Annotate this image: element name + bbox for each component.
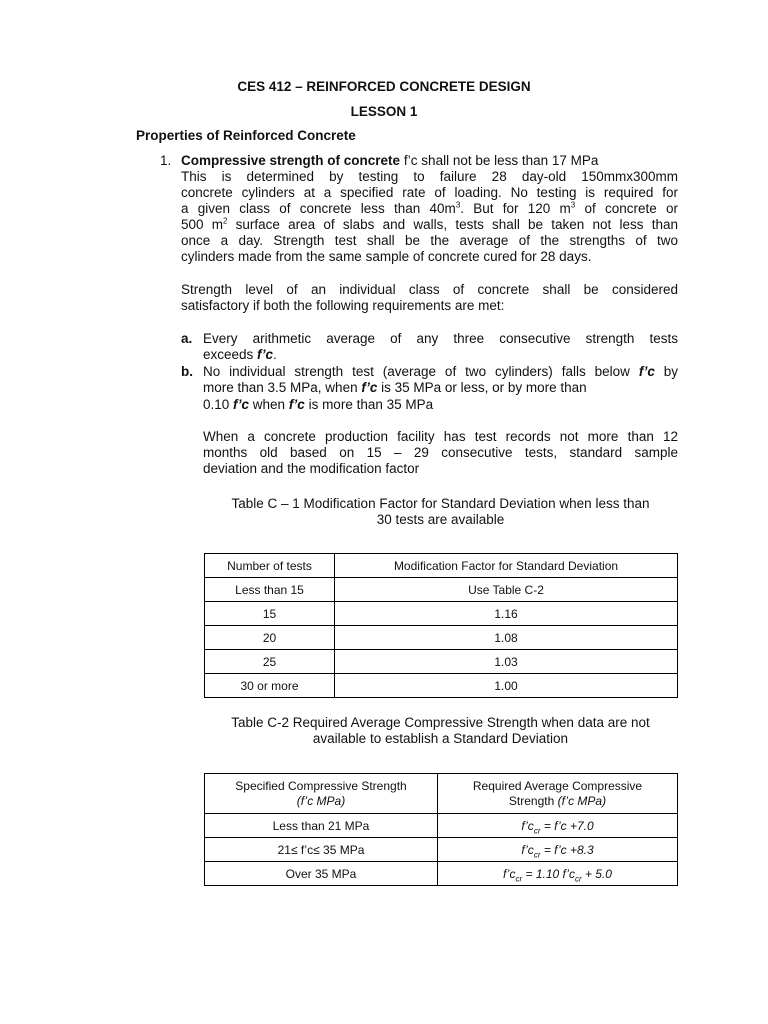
item1-line3-c: of concrete or: [575, 201, 678, 216]
req-b-label: b.: [181, 364, 193, 379]
table-cell: 21≤ f’c≤ 35 MPa: [205, 838, 438, 862]
req-b-text-end: by: [654, 364, 679, 379]
table-cell: 15: [205, 602, 335, 626]
formula-part: + 5.0: [581, 866, 612, 881]
formula-part: f’c: [521, 842, 534, 857]
fc-symbol: f’c: [288, 397, 305, 412]
fc-symbol: f’c: [638, 364, 655, 379]
item1-bold-lead: Compressive strength of concrete: [181, 153, 401, 168]
table-cell: 25: [205, 650, 335, 674]
table1-caption: [203, 496, 678, 528]
table-header-row: [205, 554, 678, 578]
facility-line-1: When a concrete production facility has test records not more than 12: [203, 429, 678, 444]
table1: [204, 553, 678, 698]
req-a-line-2: [203, 347, 678, 363]
table-header-cell: Number of tests: [205, 554, 335, 578]
fc-symbol: f’c: [361, 380, 378, 395]
superscript: 3: [455, 200, 461, 210]
item1-line4-prefix: 500 m: [181, 217, 223, 232]
table-row: [205, 674, 678, 698]
table2-caption: [203, 715, 678, 747]
item1-line-6: cylinders made from the same sample of concrete cured for 28 days.: [181, 249, 592, 264]
subscript: cr: [515, 873, 523, 883]
table-row: [205, 626, 678, 650]
lesson-title: LESSON 1: [350, 104, 418, 119]
superscript: 3: [570, 200, 576, 210]
table-header-row: [205, 774, 678, 814]
fc-symbol: f’c: [257, 347, 274, 362]
table-row: [205, 578, 678, 602]
formula-part: = f’c +8.3: [540, 842, 594, 857]
item1-lead-rest: f’c shall not be less than 17 MPa: [400, 153, 599, 168]
table-cell: [438, 838, 678, 862]
table-cell: Use Table C-2: [335, 578, 678, 602]
table1-caption-line-2: 30 tests are available: [376, 512, 505, 527]
subscript: cr: [533, 849, 541, 859]
table1-caption-line-1: Table C – 1 Modification Factor for Standard Deviation when less than: [231, 496, 650, 511]
table-cell: [438, 862, 678, 886]
table-row: [205, 838, 678, 862]
facility-line-3: deviation and the modification factor: [203, 461, 420, 476]
table-cell: 20: [205, 626, 335, 650]
table-header-cell: [205, 774, 438, 814]
facility-line-2: months old based on 15 – 29 consecutive tests, standard sample: [203, 445, 678, 460]
table-row: [205, 862, 678, 886]
header-line: Specified Compressive Strength: [235, 778, 407, 793]
header-text-italic: (f’c MPa): [557, 793, 607, 808]
header-text: Strength: [508, 793, 558, 808]
subscript: cr: [574, 873, 582, 883]
item-number: 1.: [160, 153, 172, 168]
header-line: (f’c MPa): [296, 793, 346, 808]
table-header-cell: Modification Factor for Standard Deviation: [335, 554, 678, 578]
table-cell: 30 or more: [205, 674, 335, 698]
strength-level-line-2: satisfactory if both the following requirements are met:: [181, 298, 505, 313]
header-line: Required Average Compressive: [472, 778, 643, 793]
table-cell: 1.08: [335, 626, 678, 650]
table-cell: [438, 814, 678, 838]
req-b-line-2: [203, 380, 678, 396]
table-cell: Less than 21 MPa: [205, 814, 438, 838]
table-cell: 1.00: [335, 674, 678, 698]
table-cell: 1.03: [335, 650, 678, 674]
formula-part: = 1.10 f’c: [522, 866, 575, 881]
req-b-text: more than 3.5 MPa, when: [203, 380, 362, 395]
item1-line3-a: a given class of concrete less than 40m: [181, 201, 456, 216]
strength-level-line-1: Strength level of an individual class of concrete shall be considered: [181, 282, 678, 297]
req-a-label: a.: [181, 331, 193, 346]
table-cell: 1.16: [335, 602, 678, 626]
table-row: [205, 814, 678, 838]
formula-part: f’c: [503, 866, 516, 881]
req-b-line-3: [203, 397, 678, 413]
table2-caption-line-1: Table C-2 Required Average Compressive Strength when data are not: [231, 715, 650, 730]
req-b-text: No individual strength test (average of two cylinders) falls below: [203, 364, 639, 379]
item1-line-5: once a day. Strength test shall be the average of the strengths of two: [181, 233, 678, 248]
item1-line-3: [181, 201, 678, 217]
req-b-text: 0.10: [203, 397, 234, 412]
req-b-text-end: is 35 MPa or less, or by more than: [377, 380, 587, 395]
item1-line-4: [181, 217, 678, 233]
item1-line3-b: . But for 120 m: [460, 201, 571, 216]
table-header-cell: [438, 774, 678, 814]
item1-line-1: This is determined by testing to failure 28 day-old 150mmx300mm: [181, 169, 678, 184]
subscript: cr: [533, 825, 541, 835]
req-b-text-end: is more than 35 MPa: [304, 397, 434, 412]
formula-part: = f’c +7.0: [540, 818, 594, 833]
table2: [204, 773, 678, 886]
item1-lead: [181, 153, 678, 169]
req-a-text-end: .: [273, 347, 277, 362]
table-row: [205, 602, 678, 626]
course-title: CES 412 – REINFORCED CONCRETE DESIGN: [237, 79, 531, 94]
req-a-line-1: Every arithmetic average of any three consecutive strength tests: [203, 331, 678, 346]
formula-part: f’c: [521, 818, 534, 833]
req-b-text-mid: when: [249, 397, 289, 412]
req-a-text: exceeds: [203, 347, 258, 362]
item1-line-2: concrete cylinders at a specified rate of loading. No testing is required for: [181, 185, 678, 200]
table-row: [205, 650, 678, 674]
table2-caption-line-2: available to establish a Standard Deviation: [312, 731, 569, 746]
header-line: [442, 794, 673, 809]
item1-line4-rest: surface area of slabs and walls, tests shall be taken not less than: [235, 217, 678, 232]
table-cell: Over 35 MPa: [205, 862, 438, 886]
req-b-line-1: [203, 364, 678, 380]
superscript: 2: [223, 216, 228, 226]
table-cell: Less than 15: [205, 578, 335, 602]
section-heading: Properties of Reinforced Concrete: [136, 128, 356, 143]
fc-symbol: f’c: [233, 397, 250, 412]
